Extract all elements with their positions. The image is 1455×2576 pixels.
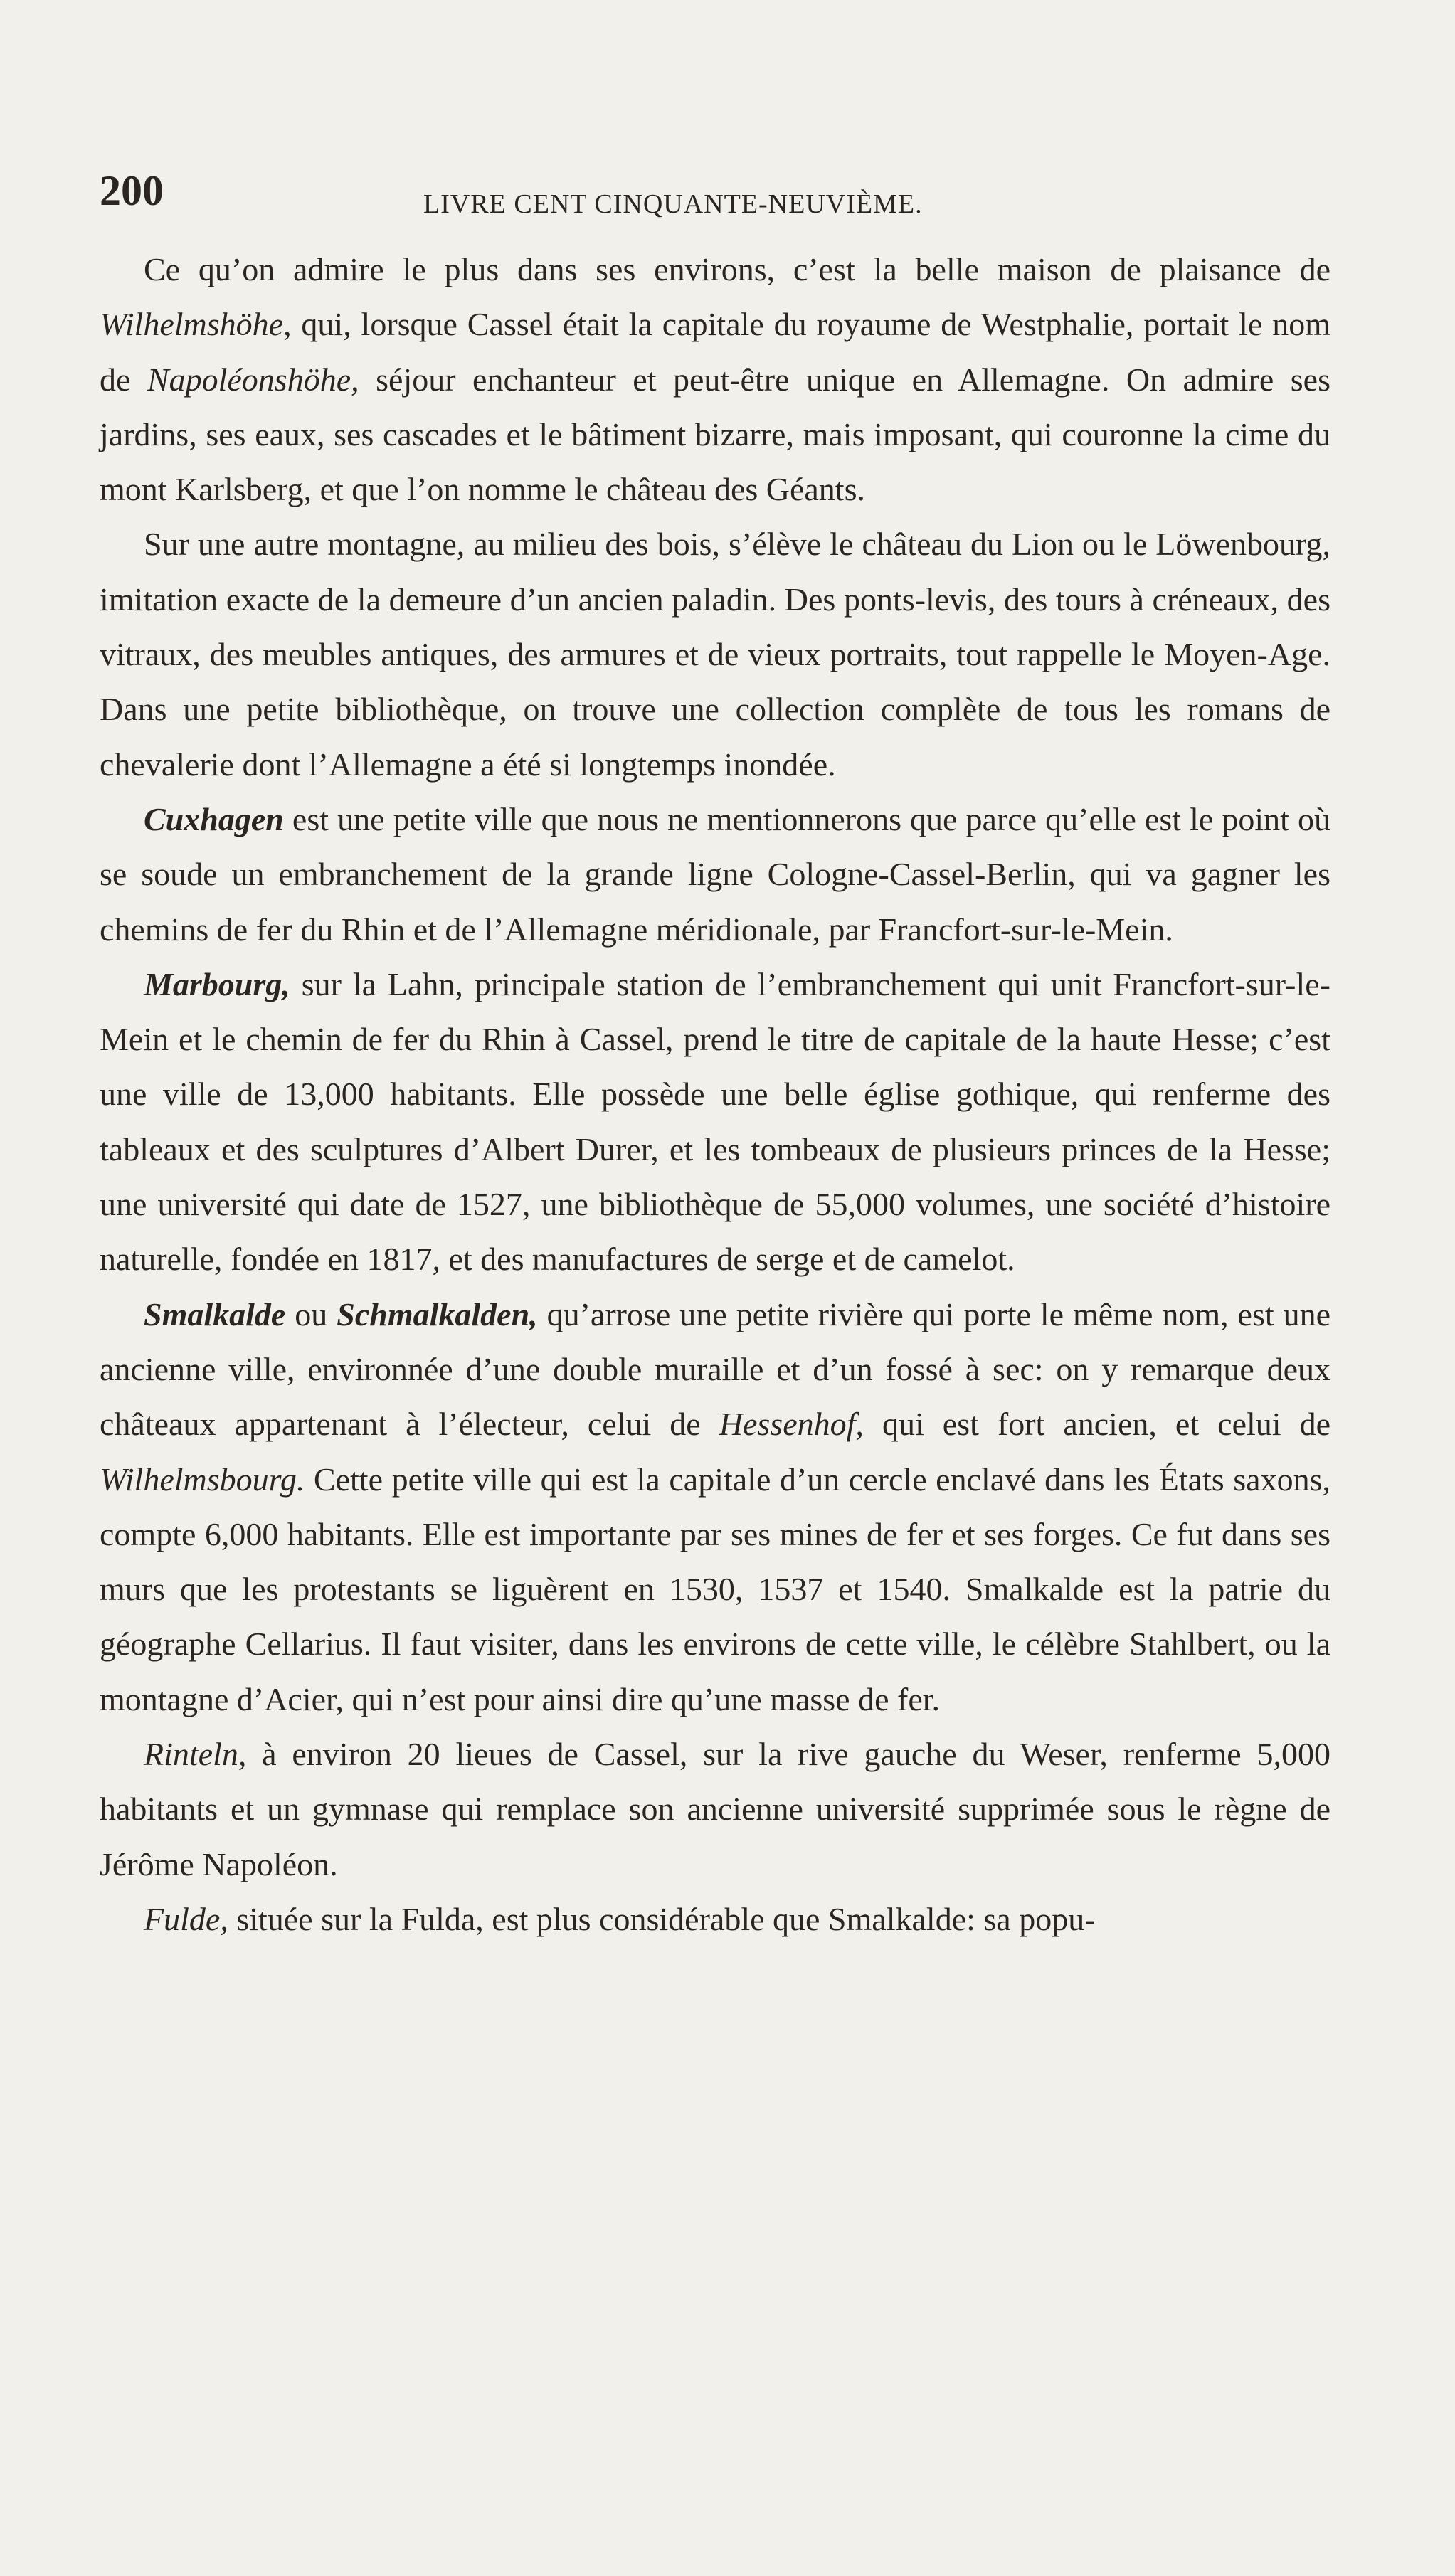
paragraph — [100, 1287, 1330, 1727]
text-run: Sur une autre montagne, au milieu des bois, s’élève le château du Lion ou le Löwenbourg, imitation exacte de la demeure d’un ancien paladin. Des ponts-levis, des tours à créneaux, des vitraux, des meubles antiques, des armures et de vieux portraits, tout rappelle le Moyen-Age. Dans une petite bibliothèque, on trouve une collection complète de tous les romans de chevalerie dont l’Allemagne a été si longtemps inondée. — [100, 526, 1330, 783]
text-run: à environ 20 lieues de Cassel, sur la rive gauche du Weser, renferme 5,000 habitants et un gymnase qui remplace son ancienne université supprimée sous le règne de Jérôme Napoléon. — [100, 1736, 1330, 1882]
text-run: située sur la Fulda, est plus considérable que Smalkalde: sa popu- — [228, 1900, 1096, 1937]
place-name: Hessenhof, — [719, 1406, 864, 1443]
text-run: est une petite ville que nous ne mentionnerons que parce qu’elle est le point où se soude un embranchement de la grande ligne Cologne-Cassel-Berlin, qui va gagner les chemins de fer du Rhin et de l’Allemagne méridionale, par Francfort-sur-le-Mein. — [100, 800, 1330, 948]
text-run: qu’arrose une petite rivière qui porte le même nom, est une ancienne ville, environnée d’une double muraille et d’un fossé à sec: on y remarque deux châteaux appartenant à l’électeur, celui de — [100, 1295, 1331, 1443]
text-run: Cette petite ville qui est la capitale d’un cercle enclavé dans les États saxons, compte 6,000 habitants. Elle est importante par ses mines de fer et ses forges. Ce fut dans ses murs que les protestants se liguèrent en 1530, 1537 et 1540. Smalkalde est la patrie du géographe Cellarius. Il faut visiter, dans les environs de cette ville, le célèbre Stahlbert, ou la montagne d’Acier, qui n’est pour ainsi dire qu’une masse de fer. — [100, 1461, 1330, 1717]
paragraph — [100, 1892, 1330, 1946]
place-name: Marbourg, — [144, 965, 290, 1002]
paragraph — [100, 516, 1330, 791]
page-number: 200 — [100, 167, 164, 214]
place-name: Wilhelmshöhe — [100, 306, 284, 343]
place-name: Cuxhagen — [144, 800, 284, 837]
place-name: Smalkalde — [144, 1295, 286, 1332]
paragraph — [100, 1727, 1330, 1892]
text-run: qui est fort ancien, et celui de — [863, 1406, 1331, 1443]
place-name: Napoléonshöhe, — [147, 361, 359, 398]
page-header — [100, 169, 1355, 233]
place-name: Fulde, — [144, 1900, 228, 1937]
paragraph — [100, 792, 1330, 957]
place-name: Wilhelmsbourg. — [100, 1461, 305, 1498]
text-run: sur la Lahn, principale station de l’embranchement qui unit Francfort-sur-le-Mein et le chemin de fer du Rhin à Cassel, prend le titre de capitale de la haute Hesse; c’est une ville de 13,000 habitants. Elle possède une belle église gothique, qui renferme des tableaux et des sculptures d’Albert Durer, et les tombeaux de plusieurs princes de la Hesse; une université qui date de 1527, une bibliothèque de 55,000 volumes, une société d’histoire naturelle, fondée en 1817, et des manufactures de serge et de camelot. — [100, 965, 1330, 1278]
paragraph — [100, 242, 1330, 516]
running-head: LIVRE CENT CINQUANTE-NEUVIÈME. — [423, 189, 923, 219]
text-run: séjour enchanteur et peut-être unique en Allemagne. On admire ses jardins, ses eaux, ses cascades et le bâtiment bizarre, mais imposant, qui couronne la cime du mont Karlsberg, et que l’on nomme le château des Géants. — [100, 361, 1330, 508]
place-name: Rinteln, — [144, 1736, 247, 1773]
place-name: Schmalkalden, — [337, 1295, 538, 1332]
text-run: Ce qu’on admire le plus dans ses environs, c’est la belle maison de plaisance de — [144, 251, 1330, 287]
text-run: ou — [285, 1295, 337, 1332]
text-run: , qui, lorsque Cassel était la capitale du royaume de Westphalie, portait le nom de — [100, 306, 1330, 398]
paragraph — [100, 957, 1330, 1287]
body-text — [100, 242, 1330, 1946]
